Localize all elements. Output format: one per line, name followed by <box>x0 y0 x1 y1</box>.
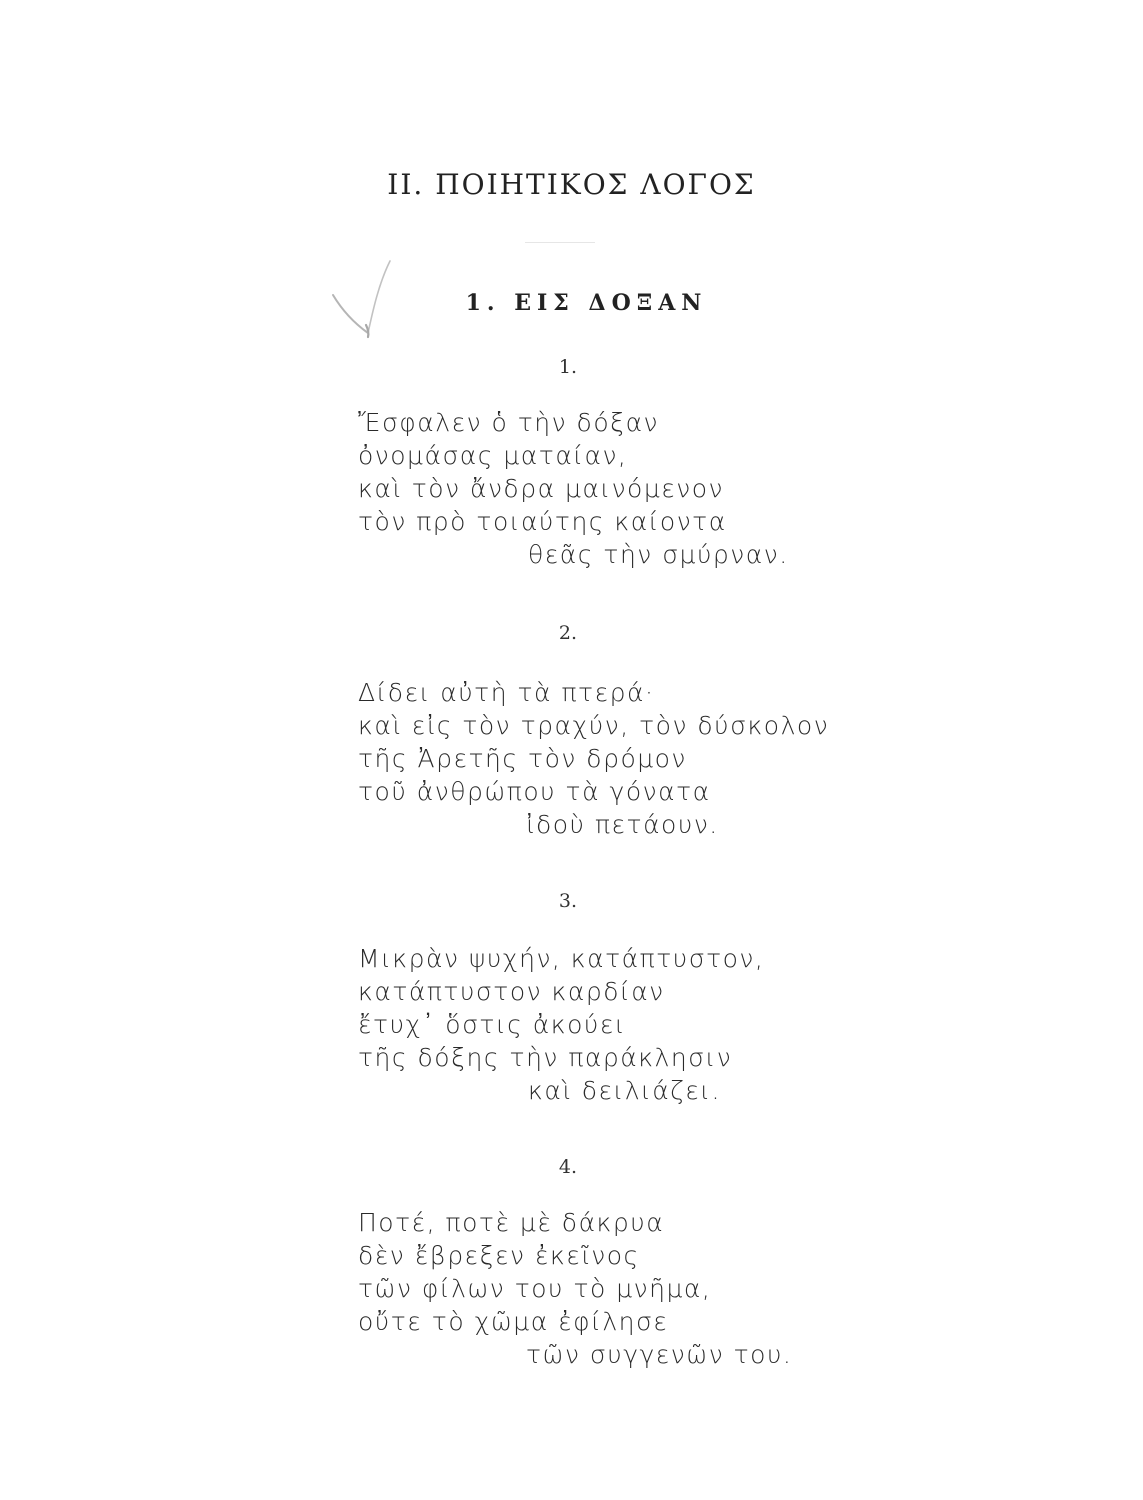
stanza-line: κατάπτυστον καρδίαν <box>358 977 665 1006</box>
stanza-line: ὀνομάσας ματαίαν, <box>358 441 628 470</box>
stanza-number-1: 1. <box>558 356 578 378</box>
stanza-line: τοῦ ἀνθρώπου τὰ γόνατα <box>358 777 711 806</box>
stanza-line: Μικρὰν ψυχήν, κατάπτυστον, <box>358 944 765 973</box>
stanza-1 <box>358 406 878 571</box>
stanza-4 <box>358 1206 878 1371</box>
stanza-line: τῆς Ἀρετῆς τὸν δρόμον <box>358 744 687 773</box>
stanza-line: τῶν συγγενῶν του. <box>526 1340 793 1369</box>
stanza-line: καὶ δειλιάζει. <box>528 1076 721 1105</box>
stanza-line: Ποτέ, ποτὲ μὲ δάκρυα <box>358 1208 665 1237</box>
stanza-number-2: 2. <box>558 622 578 644</box>
stanza-line: τῆς δόξης τὴν παράκλησιν <box>358 1043 733 1072</box>
stanza-2 <box>358 676 878 841</box>
stanza-line: ἔτυχ᾽ ὅστις ἀκούει <box>358 1010 627 1039</box>
stanza-line: ἰδοὺ πετάουν. <box>526 810 719 839</box>
stanza-line: καὶ τὸν ἄνδρα μαινόμενον <box>358 474 724 503</box>
stanza-line: δὲν ἔβρεξεν ἐκεῖνος <box>358 1241 640 1270</box>
stanza-line: οὔτε τὸ χῶμα ἐφίλησε <box>358 1307 669 1336</box>
stanza-line: τὸν πρὸ τοιαύτης καίοντα <box>358 507 727 536</box>
section-title: II. ΠΟΙΗΤΙΚΟΣ ΛΟΓΟΣ <box>387 168 756 201</box>
stanza-line: καὶ εἰς τὸν τραχύν, τὸν δύσκολον <box>358 711 830 740</box>
stanza-line: τῶν φίλων του τὸ μνῆμα, <box>358 1274 712 1303</box>
stanza-number-4: 4. <box>558 1156 578 1178</box>
divider <box>525 242 595 243</box>
stanza-line: Ἔσφαλεν ὁ τὴν δόξαν <box>358 408 660 437</box>
stanza-3 <box>358 942 878 1107</box>
stanza-number-3: 3. <box>558 890 578 912</box>
poem-title: 1. ΕΙΣ ΔΟΞΑΝ <box>465 290 708 316</box>
stanza-line: θεᾶς τὴν σμύρναν. <box>528 540 789 569</box>
stanza-line: Δίδει αὐτὴ τὰ πτερά· <box>358 678 655 707</box>
